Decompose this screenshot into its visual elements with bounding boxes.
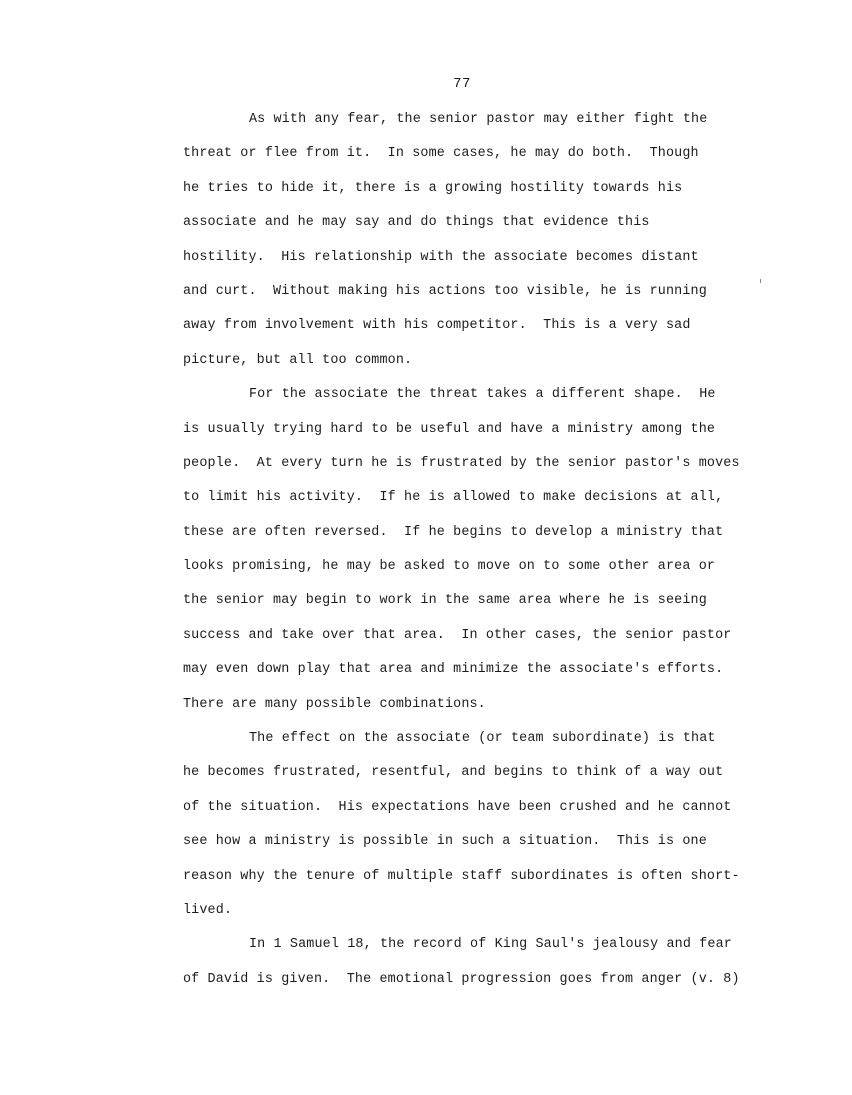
- text-line: associate and he may say and do things that evidence this: [183, 215, 650, 231]
- text-line: The effect on the associate (or team subordinate) is that: [249, 731, 716, 747]
- text-line: threat or flee from it. In some cases, he may do both. Though: [183, 146, 699, 162]
- text-line: of David is given. The emotional progression goes from anger (v. 8): [183, 971, 740, 987]
- text-line: lived.: [183, 902, 233, 918]
- text-line: picture, but all too common.: [183, 352, 413, 368]
- text-line: As with any fear, the senior pastor may either fight the: [249, 112, 708, 127]
- text-line: looks promising, he may be asked to move on to some other area or: [183, 559, 716, 575]
- text-line: may even down play that area and minimize the associate's efforts.: [183, 662, 724, 678]
- scan-mark: [760, 279, 761, 283]
- text-line: is usually trying hard to be useful and have a ministry among the: [183, 421, 716, 437]
- text-line: There are many possible combinations.: [183, 696, 486, 712]
- text-line: For the associate the threat takes a different shape. He: [249, 387, 716, 403]
- text-line: he tries to hide it, there is a growing hostility towards his: [183, 180, 683, 196]
- text-line: success and take over that area. In other cases, the senior pastor: [183, 627, 732, 643]
- text-line: he becomes frustrated, resentful, and begins to think of a way out: [183, 765, 724, 781]
- text-line: people. At every turn he is frustrated by the senior pastor's moves: [183, 455, 740, 471]
- text-line: of the situation. His expectations have been crushed and he cannot: [183, 799, 732, 815]
- text-line: away from involvement with his competitor. This is a very sad: [183, 318, 691, 334]
- text-line: and curt. Without making his actions too visible, he is running: [183, 283, 707, 299]
- text-line: these are often reversed. If he begins to develop a ministry that: [183, 524, 724, 540]
- text-line: reason why the tenure of multiple staff subordinates is often short-: [183, 868, 740, 884]
- body-text: [183, 110, 783, 1004]
- text-line: see how a ministry is possible in such a situation. This is one: [183, 834, 707, 850]
- text-line: to limit his activity. If he is allowed to make decisions at all,: [183, 490, 724, 506]
- text-line: In 1 Samuel 18, the record of King Saul's jealousy and fear: [249, 937, 732, 953]
- text-line: hostility. His relationship with the associate becomes distant: [183, 249, 699, 265]
- page-number: 77: [453, 76, 471, 92]
- text-line: the senior may begin to work in the same area where he is seeing: [183, 593, 707, 609]
